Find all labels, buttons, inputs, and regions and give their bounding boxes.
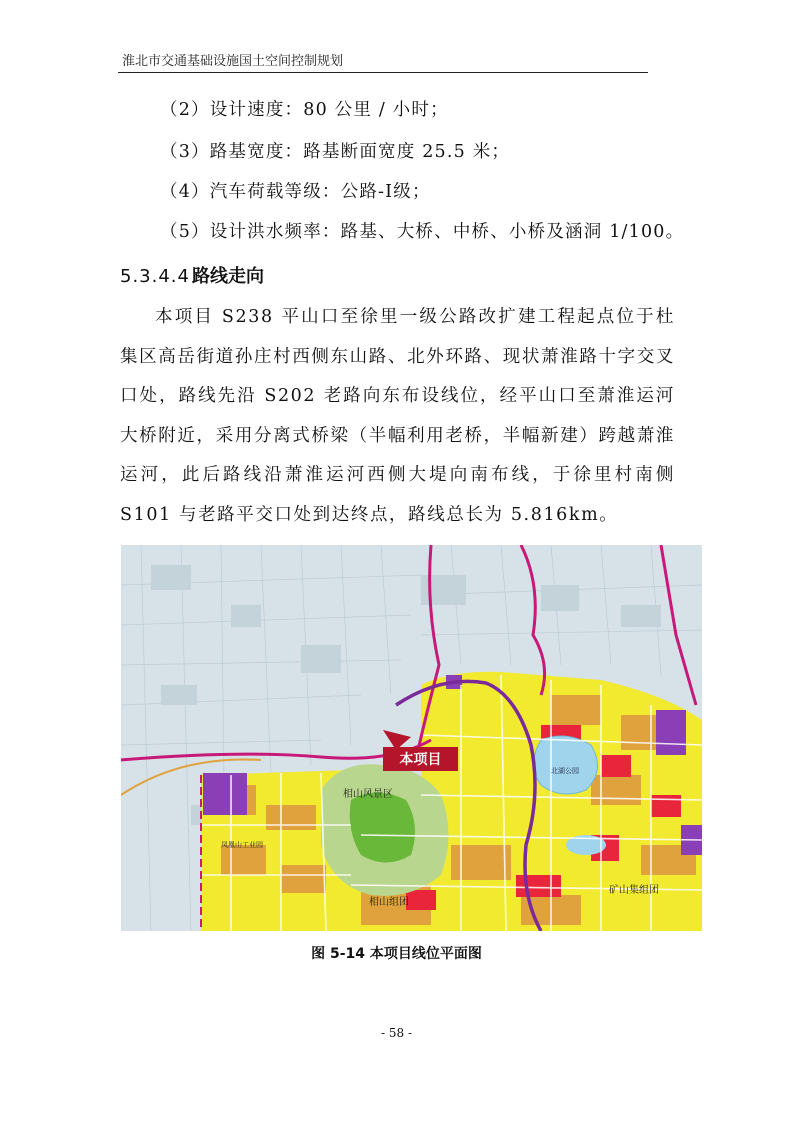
map-label-beihu: 北湖公园 bbox=[551, 767, 579, 775]
spec-roadbed-width: （3）路基宽度：路基断面宽度 25.5 米； bbox=[160, 142, 511, 162]
section-heading bbox=[120, 262, 264, 288]
spec-flood-frequency: （5）设计洪水频率：路基、大桥、中桥、小桥及涵洞 1/100。 bbox=[160, 222, 685, 242]
map-beihu-lake bbox=[534, 736, 598, 794]
header-divider bbox=[118, 72, 648, 73]
section-number: 5.3.4.4 bbox=[120, 266, 190, 287]
map-label-fenghuang: 凤凰山工业园 bbox=[221, 841, 263, 849]
map-label-xiangshan: 相山风景区 bbox=[343, 789, 393, 800]
header-title: 淮北市交通基础设施国土空间控制规划 bbox=[122, 54, 344, 69]
map-project-label: 本项目 bbox=[399, 752, 442, 768]
spec-design-speed: （2）设计速度：80 公里 / 小时； bbox=[160, 100, 449, 120]
map-canvas bbox=[121, 545, 702, 931]
figure-caption: 图 5-14 本项目线位平面图 bbox=[311, 946, 482, 962]
page-number: - 58 - bbox=[380, 1026, 412, 1040]
section-title: 路线走向 bbox=[191, 266, 264, 287]
spec-vehicle-load: （4）汽车荷载等级：公路-Ⅰ级； bbox=[160, 182, 431, 202]
route-description: 本项目 S238 平山口至徐里一级公路改扩建工程起点位于杜集区高岳街道孙庄村西侧东山路、北外环路、现状萧淮路十字交叉口处，路线先沿 S202 老路向东布设线位，经平山口至萧淮运河大桥附近，采用分离式桥梁（半幅利用老桥，半幅新建）跨越萧淮运河，此后路线沿萧淮运河西侧大堤向南布线，于徐里村南侧 S101 与老路平交口处到达终点，路线总长为 5.816km。 bbox=[120, 307, 675, 525]
map-label-kuangshan: 矿山集组团 bbox=[609, 885, 659, 896]
map-label-zutuan: 相山组团 bbox=[369, 897, 409, 908]
map-scenic-core bbox=[350, 793, 415, 863]
route-map bbox=[121, 545, 702, 931]
